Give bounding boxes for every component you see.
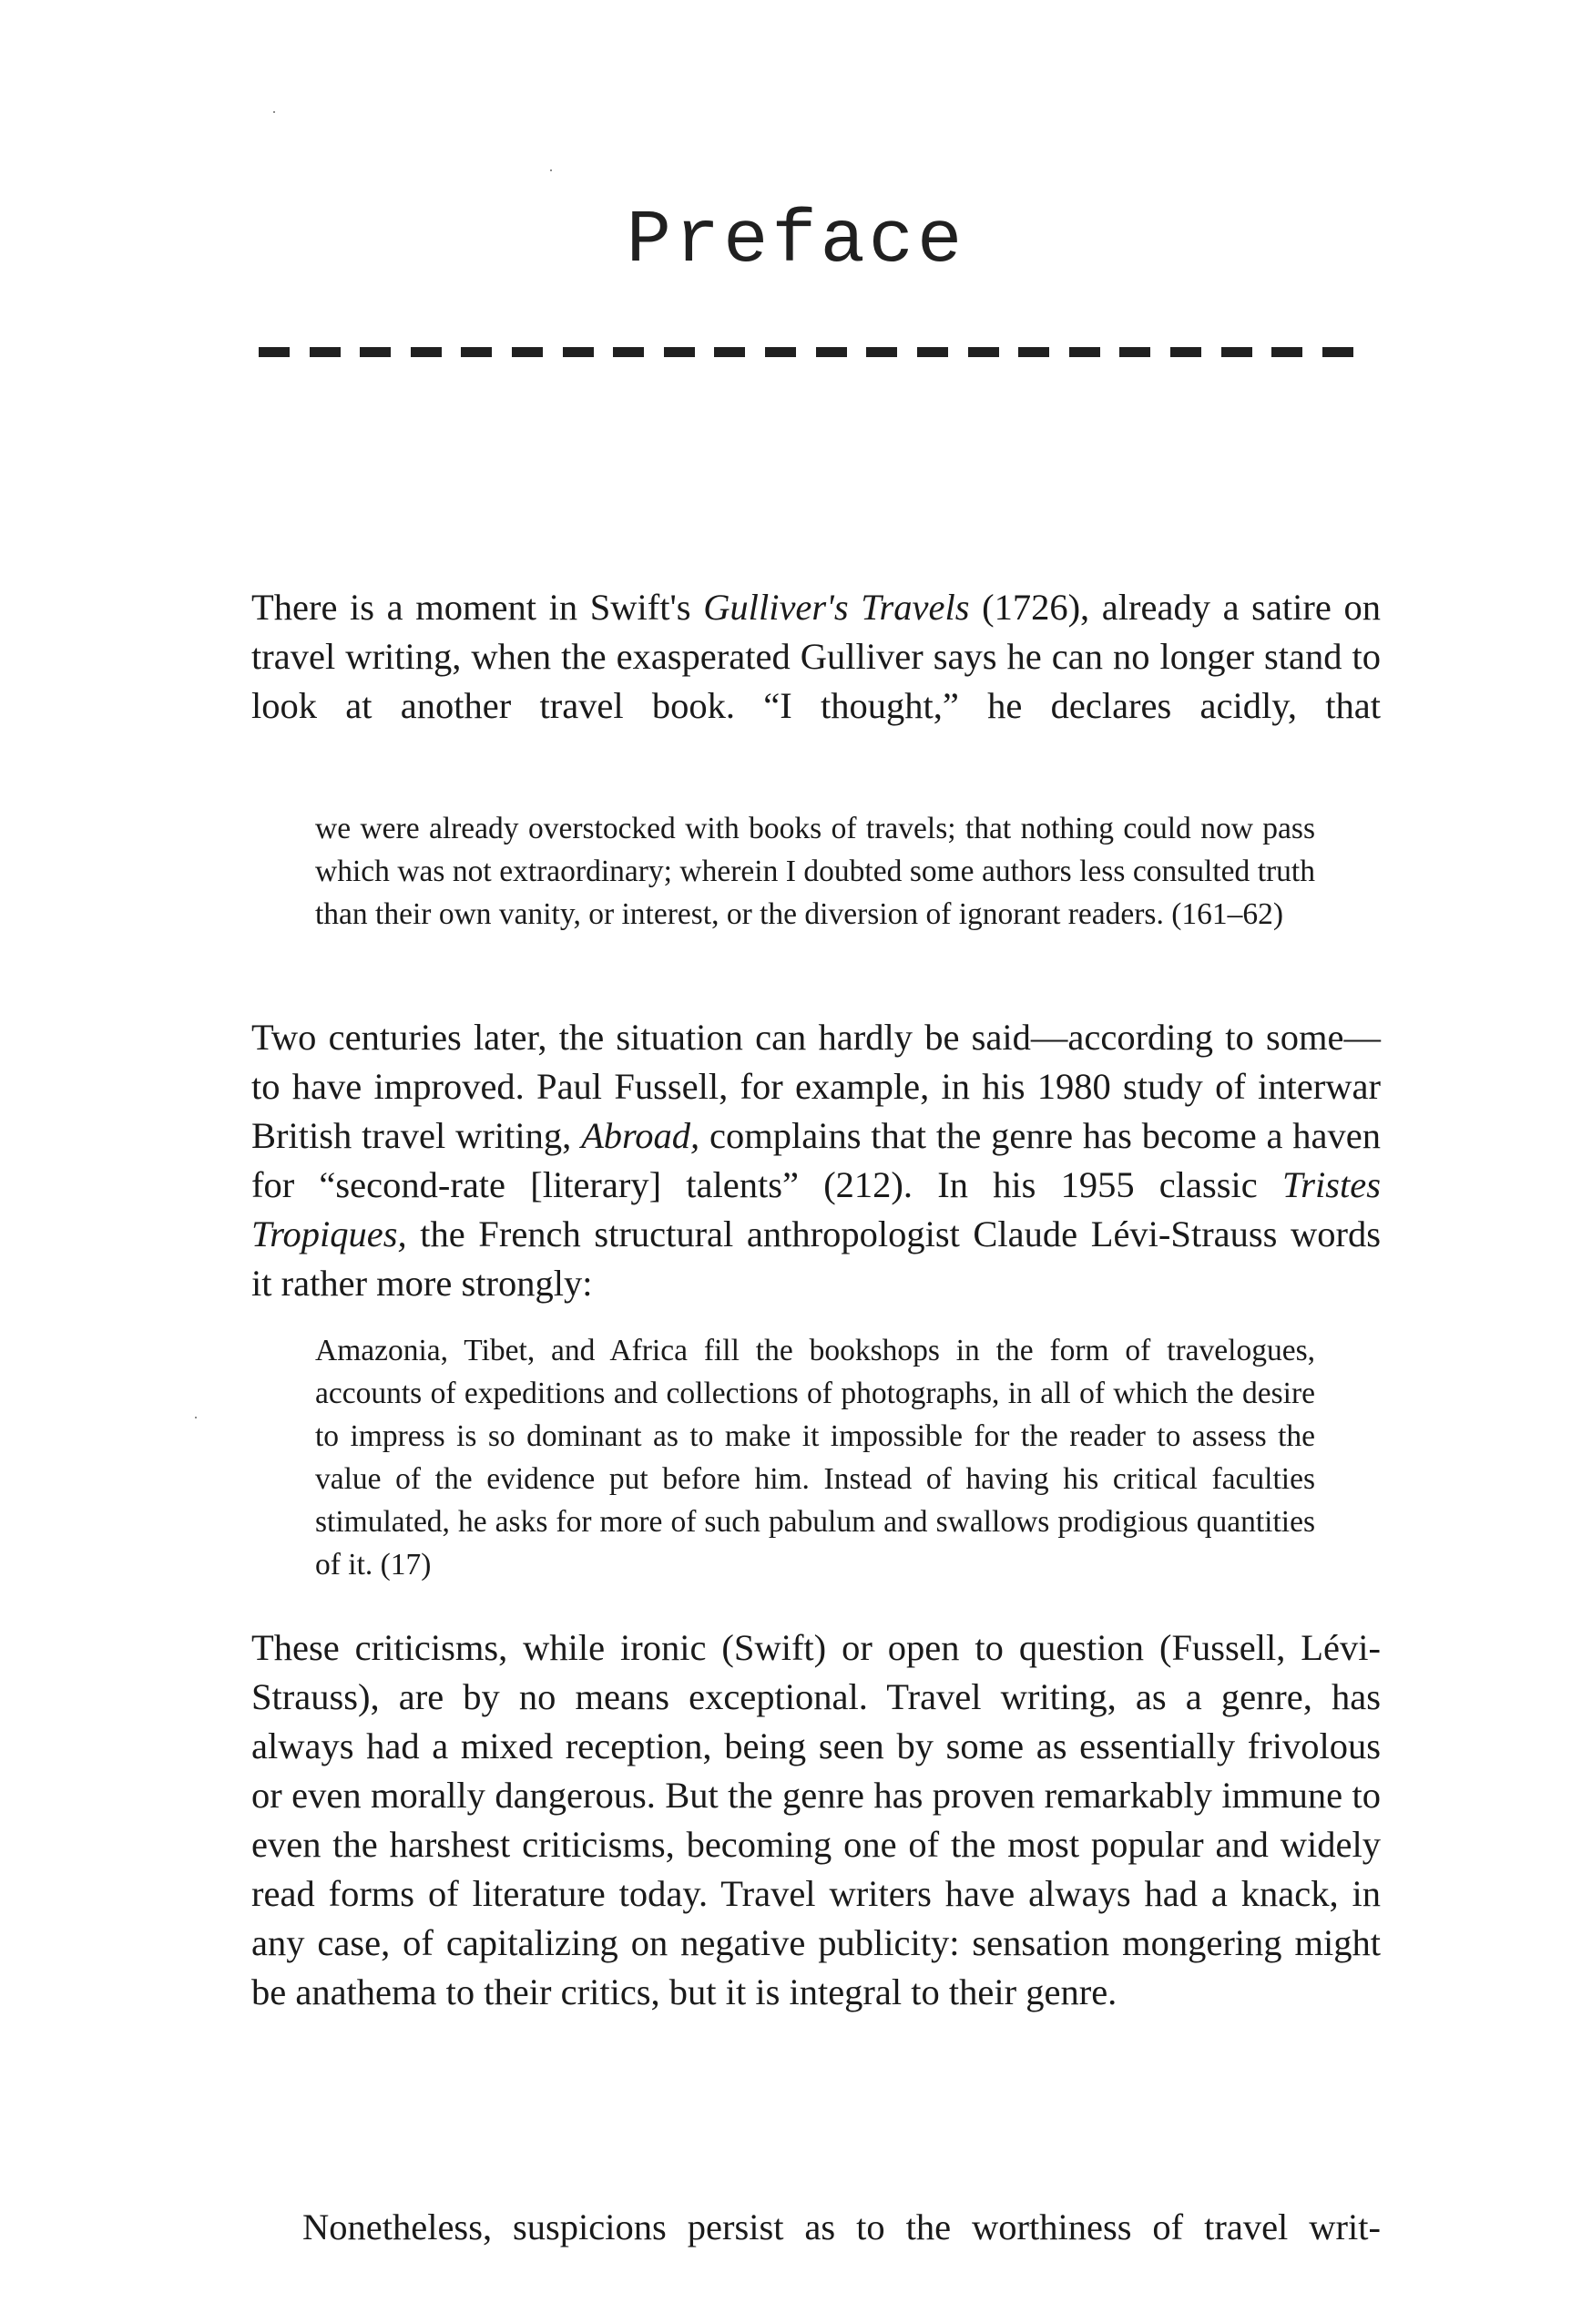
paragraph-2-text-cont: complains that the genre has become a haven for “second-rate [literary] talents” (212). In his 1955 classic	[251, 1115, 1381, 1205]
book-title-gullivers-travels: Gulliver's Travels	[703, 587, 970, 628]
scan-speck	[195, 1417, 197, 1418]
paragraph-2-text-end: the French structural anthropologist Claude Lévi-Strauss words it rather more strongly:	[251, 1213, 1381, 1304]
paragraph-3: These criticisms, while ironic (Swift) or open to question (Fussell, Lévi-Strauss), are by no means exceptional. Travel writing, as a genre, has always had a mixed reception, being seen by some as essentially frivolous or even morally dangerous. But the genre has proven remarkably immune to even the harshest criticisms, becoming one of the most popular and widely read forms of literature today. Travel writers have always had a knack, in any case, of capitalizing on negative publicity: sensation mongering might be anathema to their critics, but it is integral to their genre.	[251, 1627, 1381, 2012]
paragraph-2-text: Two centuries later, the situation can hardly be said—according to some—to have improved. Paul Fussell, for example, in his 1980 study of interwar British travel writing,	[251, 1017, 1381, 1156]
book-title-abroad: Abroad,	[581, 1115, 700, 1156]
paragraph-1-text-cont: (1726), already a satire on travel writing, when the exasperated Gulliver says he can no longer stand to look at another travel book. “I thought,” he declares acidly, that	[251, 587, 1381, 726]
scan-speck	[273, 111, 275, 113]
title-dash-rule	[259, 347, 1353, 358]
block-quote-levi-strauss: Amazonia, Tibet, and Africa fill the bookshops in the form of travelogues, accounts of expeditions and collections of photographs, in all of which the desire to impress is so dominant as to make it impossible for the reader to assess the value of the evidence put before him. Instead of having his critical faculties stimulated, he asks for more of such pabulum and swallows prodigious quantities of it. (17)	[315, 1334, 1315, 1582]
scan-speck	[550, 169, 552, 171]
book-title-tristes-tropiques: Tristes Tropiques,	[251, 1164, 1381, 1254]
block-quote-swift: we were already overstocked with books of travels; that nothing could now pass which was not extraordinary; wherein I doubted some authors less consulted truth than their own vanity, or interest, or the diversion of ignorant readers. (161–62)	[315, 812, 1315, 931]
paragraph-2	[251, 1013, 1381, 1308]
paragraph-4: Nonetheless, suspicions persist as to the worthiness of travel writ-	[302, 2206, 1381, 2247]
paragraph-1	[251, 583, 1381, 731]
page-title: Preface	[626, 199, 966, 283]
paragraph-1-text: There is a moment in Swift's	[251, 587, 704, 628]
